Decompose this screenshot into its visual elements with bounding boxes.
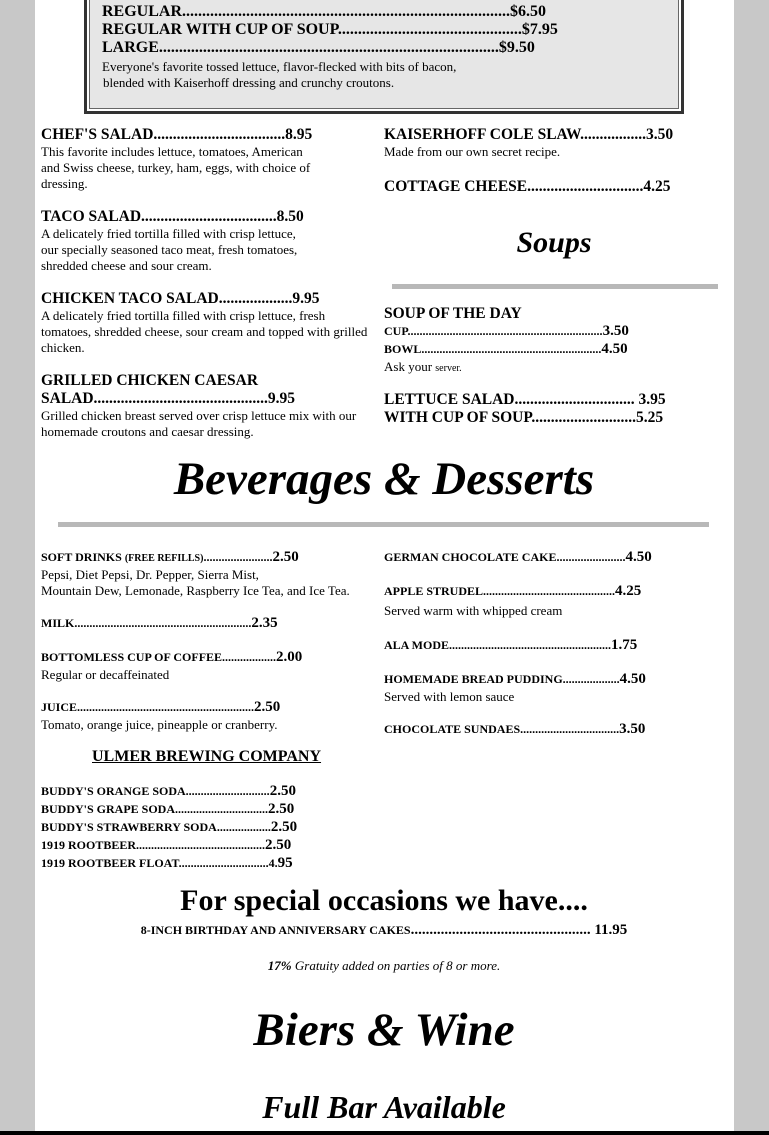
cakes-price: ................................................ 11.95: [410, 922, 628, 938]
large-price-line: LARGE.....................................................................................$9.50: [102, 39, 535, 56]
regular-price-line: REGULAR..................................................................................$6.50: [102, 3, 547, 20]
desc-line: A delicately fried tortilla filled with crisp lettuce, fresh: [41, 308, 326, 323]
house-salad-desc-1: Everyone's favorite tossed lettuce, flavor-flecked with bits of bacon,: [102, 59, 457, 74]
free-refills: (FREE REFILLS): [124, 553, 204, 564]
strawberry-soda: [41, 819, 297, 836]
milk-price: 2.35: [251, 615, 278, 631]
soft-drinks-desc-2: Mountain Dew, Lemonade, Raspberry Ice Tea, and Ice Tea.: [41, 583, 350, 598]
soda-price: 2.50: [265, 837, 292, 853]
gratuity-note: [34, 958, 734, 974]
bottom-border: [0, 1131, 769, 1135]
soda-label: 1919 ROOTBEER...........................................: [41, 838, 266, 852]
desc-line: and Swiss cheese, turkey, ham, eggs, with choice of: [41, 160, 311, 175]
coffee-price: 2.00: [276, 649, 303, 665]
cakes-label: 8-INCH BIRTHDAY AND ANNIVERSARY CAKES: [140, 923, 411, 937]
dessert-label: CHOCOLATE SUNDAES.................................: [384, 722, 620, 736]
desc-line: homemade croutons and caesar dressing.: [41, 424, 254, 439]
soft-drinks-dots: .......................: [203, 550, 273, 564]
soft-drinks: [41, 549, 299, 566]
soda-label: BUDDY'S ORANGE SODA............................: [41, 784, 270, 798]
cottage-cheese: COTTAGE CHEESE..............................4.25: [384, 178, 671, 195]
bread-pudding: [384, 671, 646, 688]
soda-label: BUDDY'S GRAPE SODA...............................: [41, 802, 269, 816]
ask-server: [384, 359, 462, 377]
apple-strudel-desc: Served warm with whipped cream: [384, 603, 563, 618]
juice: [41, 699, 280, 716]
orange-soda: [41, 783, 296, 800]
soups-heading: Soups: [516, 226, 592, 259]
desc-line: dressing.: [41, 176, 88, 191]
soup-of-the-day: SOUP OF THE DAY: [384, 305, 522, 322]
dessert-label: APPLE STRUDEL............................................: [384, 584, 616, 598]
regular-soup-price-line: REGULAR WITH CUP OF SOUP..............................................$7.95: [102, 21, 558, 38]
desc-line: shredded cheese and sour cream.: [41, 258, 212, 273]
soda-price: 2.50: [269, 783, 296, 799]
ulmer-brewing-heading: ULMER BREWING COMPANY: [92, 748, 322, 765]
lettuce-salad-with-soup: WITH CUP OF SOUP...........................5.25: [384, 409, 664, 426]
special-occasions-heading: For special occasions we have....: [180, 884, 588, 917]
soft-drinks-label: SOFT DRINKS: [41, 550, 125, 564]
juice-desc: Tomato, orange juice, pineapple or cranberry.: [41, 717, 278, 732]
soda-price: 95: [277, 855, 293, 871]
beverages-rule: [58, 522, 709, 527]
soda-price: 2.50: [268, 801, 295, 817]
dessert-label: GERMAN CHOCOLATE CAKE.......................: [384, 550, 626, 564]
left-margin-strip: [10, 0, 35, 1131]
dessert-price: 4.50: [625, 549, 652, 565]
taco-salad: TACO SALAD...................................8.50: [41, 208, 304, 225]
coffee-desc: Regular or decaffeinated: [41, 667, 170, 682]
lettuce-salad: LETTUCE SALAD............................... 3.95: [384, 391, 666, 408]
beverages-desserts-heading: Beverages & Desserts: [173, 453, 595, 505]
grilled-chicken-caesar-line-2: SALAD.............................................9.95: [41, 390, 296, 407]
dessert-price: 3.50: [619, 721, 646, 737]
soup-cup-price: 3.50: [602, 323, 629, 339]
house-salad-desc-2: blended with Kaiserhoff dressing and crunchy croutons.: [103, 75, 395, 90]
desc-line: A delicately fried tortilla filled with crisp lettuce,: [41, 226, 296, 241]
soup-bowl-label: BOWL............................................................: [384, 342, 602, 356]
dessert-price: 4.50: [619, 671, 646, 687]
grilled-chicken-caesar-desc: [41, 408, 356, 440]
grape-soda: [41, 801, 294, 818]
coffee: [41, 649, 302, 666]
coffee-label: BOTTOMLESS CUP OF COFFEE..................: [41, 650, 277, 664]
ala-mode: [384, 637, 637, 654]
desc-line: This favorite includes lettuce, tomatoes, American: [41, 144, 303, 159]
soup-bowl: [384, 341, 628, 358]
biers-wine-heading: Biers & Wine: [253, 1004, 515, 1056]
chef-salad: CHEF'S SALAD..................................8.95: [41, 126, 313, 143]
ask-server-text: Ask your: [384, 359, 436, 374]
desc-line: tomatoes, shredded cheese, sour cream and topped with grilled: [41, 324, 368, 339]
chicken-taco-salad-desc: [41, 308, 367, 356]
juice-label: JUICE...........................................................: [41, 700, 255, 714]
milk: [41, 615, 278, 632]
soda-label: 1919 ROOTBEER FLOAT..............................4.: [41, 856, 278, 870]
rootbeer: [41, 837, 291, 854]
dessert-label: ALA MODE......................................................: [384, 638, 612, 652]
desc-line: our specially seasoned taco meat, fresh tomatoes,: [41, 242, 298, 257]
full-bar-heading: Full Bar Available: [262, 1089, 506, 1125]
soft-drinks-price: 2.50: [272, 549, 299, 565]
desc-line: Grilled chicken breast served over crisp lettuce mix with our: [41, 408, 357, 423]
chocolate-sundaes: [384, 721, 645, 738]
soda-label: BUDDY'S STRAWBERRY SODA..................: [41, 820, 271, 834]
dessert-price: 1.75: [611, 637, 638, 653]
soup-cup: [384, 323, 629, 340]
soups-rule: [392, 284, 718, 289]
grilled-chicken-caesar-line-1: GRILLED CHICKEN CAESAR: [41, 372, 259, 389]
gratuity-text: Gratuity added on parties of 8 or more.: [291, 958, 501, 973]
dessert-price: 4.25: [615, 583, 642, 599]
juice-price: 2.50: [254, 699, 281, 715]
soup-bowl-price: 4.50: [601, 341, 628, 357]
desc-line: chicken.: [41, 340, 85, 355]
cole-slaw-desc: Made from our own secret recipe.: [384, 144, 561, 159]
birthday-cakes: [34, 922, 734, 939]
rootbeer-float: [41, 855, 293, 872]
dessert-label: HOMEMADE BREAD PUDDING...................: [384, 672, 620, 686]
chef-salad-desc: [41, 144, 310, 192]
soup-cup-label: CUP.................................................................: [384, 324, 603, 338]
right-margin-strip: [734, 0, 758, 1131]
gratuity-percent: 17%: [267, 958, 292, 973]
soda-price: 2.50: [270, 819, 298, 835]
soft-drinks-desc-1: Pepsi, Diet Pepsi, Dr. Pepper, Sierra Mist,: [41, 567, 259, 582]
taco-salad-desc: [41, 226, 297, 274]
chicken-taco-salad: CHICKEN TACO SALAD...................9.95: [41, 290, 320, 307]
bread-pudding-desc: Served with lemon sauce: [384, 689, 515, 704]
apple-strudel: [384, 583, 641, 600]
ask-server-small: server.: [435, 363, 462, 374]
german-chocolate-cake: [384, 549, 652, 566]
cole-slaw: KAISERHOFF COLE SLAW.................3.50: [384, 126, 674, 143]
milk-label: MILK...........................................................: [41, 616, 252, 630]
